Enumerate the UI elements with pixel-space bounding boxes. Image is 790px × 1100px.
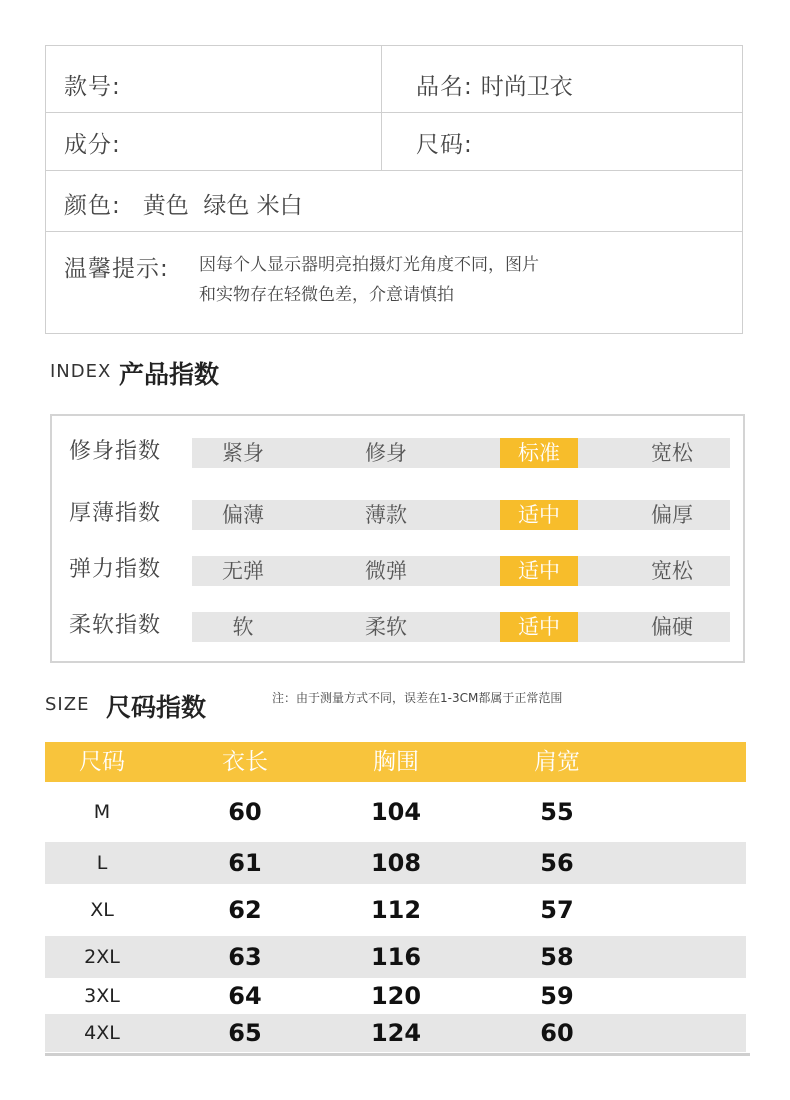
measure-cell: 112 — [370, 896, 422, 924]
size-cell: 2XL — [84, 946, 120, 968]
product-name-value: 时尚卫衣 — [480, 74, 573, 100]
index-option-selected: 适中 — [500, 500, 578, 530]
size-cell — [416, 126, 481, 159]
product-name-cell — [416, 68, 573, 101]
info-row-material-size — [46, 113, 742, 171]
measure-cell: 64 — [228, 982, 262, 1010]
measure-cell: 108 — [370, 849, 422, 877]
size-table-bottom-border — [45, 1053, 750, 1056]
index-row — [52, 496, 743, 536]
index-row — [52, 608, 743, 648]
info-column-divider — [381, 46, 382, 171]
index-row-name: 厚薄指数 — [69, 501, 162, 526]
measure-cell: 124 — [370, 1019, 422, 1047]
measure-cell: 60 — [228, 798, 262, 826]
size-cell: M — [93, 801, 111, 823]
info-row-color — [46, 171, 742, 232]
info-row-style-name — [46, 46, 742, 113]
size-table-row — [45, 842, 746, 884]
index-option: 柔软 — [365, 615, 407, 639]
measure-cell: 62 — [228, 896, 262, 924]
index-row-name: 弹力指数 — [69, 557, 162, 582]
size-header-cell: 胸围 — [373, 749, 419, 775]
style-number-label: 款号: — [64, 74, 121, 100]
size-measure-note: 注：由于测量方式不同，误差在1-3CM都属于正常范围 — [272, 691, 563, 705]
measure-cell: 104 — [370, 798, 422, 826]
measure-cell: 63 — [228, 943, 262, 971]
size-table-row — [45, 884, 746, 936]
index-option: 宽松 — [651, 559, 693, 583]
measure-cell: 58 — [540, 943, 574, 971]
index-option: 无弹 — [222, 559, 264, 583]
measure-cell: 116 — [370, 943, 422, 971]
size-label: 尺码: — [416, 132, 473, 158]
size-table-row — [45, 978, 746, 1014]
tip-line-1: 因每个人显示器明亮拍摄灯光角度不同，图片 — [199, 255, 539, 275]
product-info-table — [45, 45, 743, 334]
style-number-cell — [64, 68, 129, 101]
index-row-name: 修身指数 — [69, 439, 162, 464]
size-cell: XL — [90, 899, 114, 921]
index-section-title-en: INDEX — [50, 361, 112, 382]
size-table-row — [45, 782, 746, 842]
size-section-title-cn: 尺码指数 — [106, 693, 207, 722]
size-table-row — [45, 936, 746, 978]
index-option-selected: 适中 — [500, 612, 578, 642]
index-section-title-cn: 产品指数 — [119, 360, 220, 389]
measure-cell: 120 — [370, 982, 422, 1010]
info-row-tip — [46, 232, 742, 335]
size-cell: 3XL — [84, 985, 120, 1007]
measure-cell: 56 — [540, 849, 574, 877]
size-section-title-en: SIZE — [45, 694, 90, 715]
index-option: 偏薄 — [222, 503, 264, 527]
measure-cell: 59 — [540, 982, 574, 1010]
index-option: 薄款 — [365, 503, 407, 527]
index-option-selected: 标准 — [500, 438, 578, 468]
index-option: 宽松 — [651, 441, 693, 465]
tip-text — [199, 250, 539, 310]
index-row — [52, 434, 743, 474]
measure-cell: 60 — [540, 1019, 574, 1047]
index-row — [52, 552, 743, 592]
index-option: 偏硬 — [651, 615, 693, 639]
index-option: 微弹 — [365, 559, 407, 583]
index-option: 紧身 — [222, 441, 264, 465]
size-cell: L — [96, 852, 108, 874]
material-label: 成分: — [64, 132, 121, 158]
color-value: 黄色 绿色 米白 — [142, 193, 303, 219]
index-option: 偏厚 — [651, 503, 693, 527]
color-label: 颜色: — [64, 193, 121, 219]
index-option-selected: 适中 — [500, 556, 578, 586]
measure-cell: 61 — [228, 849, 262, 877]
index-option: 修身 — [365, 441, 407, 465]
index-row-name: 柔软指数 — [69, 613, 162, 638]
measure-cell: 65 — [228, 1019, 262, 1047]
size-header-cell: 肩宽 — [534, 749, 580, 775]
measure-cell: 55 — [540, 798, 574, 826]
color-cell — [64, 187, 303, 220]
product-index-box — [50, 414, 745, 663]
size-header-cell: 尺码 — [79, 749, 125, 775]
size-table-row — [45, 1014, 746, 1052]
material-cell — [64, 126, 129, 159]
size-table-header — [45, 742, 746, 782]
product-name-label: 品名: — [416, 74, 473, 100]
index-option: 软 — [232, 615, 254, 639]
size-cell: 4XL — [84, 1022, 120, 1044]
size-header-cell: 衣长 — [222, 749, 268, 775]
tip-label: 温馨提示: — [64, 256, 169, 282]
tip-line-2: 和实物存在轻微色差，介意请慎拍 — [199, 285, 454, 305]
measure-cell: 57 — [540, 896, 574, 924]
